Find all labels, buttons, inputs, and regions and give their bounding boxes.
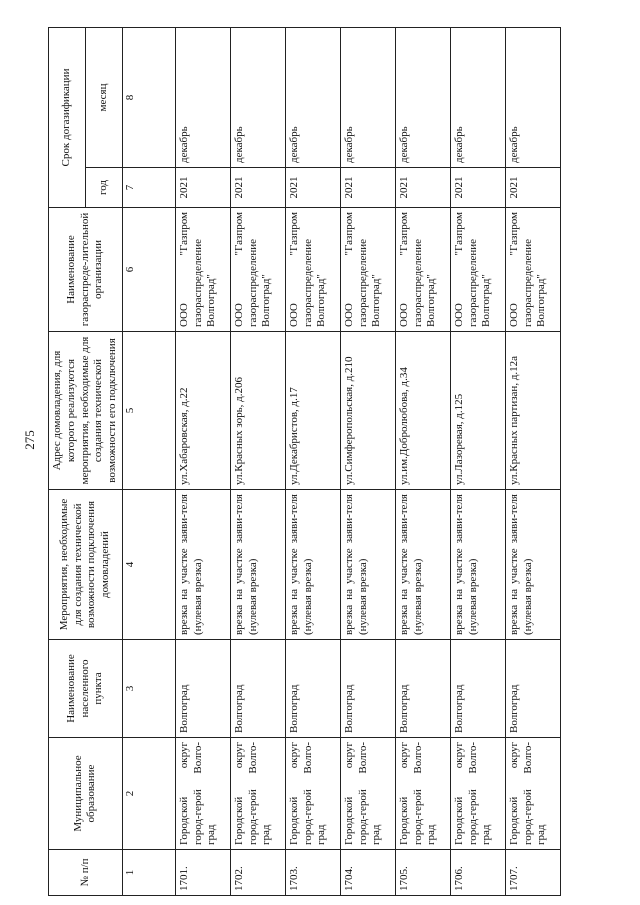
column-number: 1 xyxy=(122,850,175,896)
row-measures: врезка на участке заяви-теля (нулевая врезка) xyxy=(230,490,285,640)
row-number: 1705. xyxy=(395,850,450,896)
row-month: декабрь xyxy=(505,27,560,167)
row-measures: врезка на участке заяви-теля (нулевая врезка) xyxy=(450,490,505,640)
table-row xyxy=(450,27,505,895)
row-year: 2021 xyxy=(395,168,450,208)
row-number: 1702. xyxy=(230,850,285,896)
header-organization: Наименование газораспреде-лительной организации xyxy=(49,208,123,332)
header-month: месяц xyxy=(85,27,122,167)
column-number: 6 xyxy=(122,208,175,332)
table-row xyxy=(340,27,395,895)
row-measures: врезка на участке заяви-теля (нулевая врезка) xyxy=(395,490,450,640)
header-settlement: Наименование населенного пункта xyxy=(49,640,123,738)
row-month: декабрь xyxy=(230,27,285,167)
column-number-row xyxy=(122,27,175,895)
row-number: 1706. xyxy=(450,850,505,896)
row-municipality: Городской округ город-герой Волго-град xyxy=(340,738,395,850)
column-number: 3 xyxy=(122,640,175,738)
header-year: год xyxy=(85,168,122,208)
row-number: 1701. xyxy=(175,850,230,896)
row-organization: ООО "Газпром газораспределение Волгоград" xyxy=(285,208,340,332)
row-settlement: Волгоград xyxy=(175,640,230,738)
header-deadline: Срок догазификации xyxy=(49,27,86,207)
row-measures: врезка на участке заяви-теля (нулевая врезка) xyxy=(505,490,560,640)
row-settlement: Волгоград xyxy=(230,640,285,738)
row-month: декабрь xyxy=(340,27,395,167)
row-measures: врезка на участке заяви-теля (нулевая врезка) xyxy=(340,490,395,640)
row-year: 2021 xyxy=(340,168,395,208)
table-row xyxy=(230,27,285,895)
row-month: декабрь xyxy=(395,27,450,167)
row-municipality: Городской округ город-герой Волго-град xyxy=(175,738,230,850)
row-organization: ООО "Газпром газораспределение Волгоград" xyxy=(340,208,395,332)
document-page xyxy=(48,28,610,896)
row-settlement: Волгоград xyxy=(340,640,395,738)
row-address: ул.им.Добролюбова, д.34 xyxy=(395,332,450,490)
table-row xyxy=(395,27,450,895)
row-municipality: Городской округ город-герой Волго-град xyxy=(285,738,340,850)
column-number: 8 xyxy=(122,27,175,167)
row-municipality: Городской округ город-герой Волго-град xyxy=(505,738,560,850)
header-measures: Мероприятия, необходимые для создания технической возможности подключения домовладений xyxy=(49,490,123,640)
row-month: декабрь xyxy=(285,27,340,167)
row-year: 2021 xyxy=(175,168,230,208)
row-settlement: Волгоград xyxy=(285,640,340,738)
row-year: 2021 xyxy=(285,168,340,208)
row-address: ул.Лазоревая, д.125 xyxy=(450,332,505,490)
row-address: ул.Декабристов, д.17 xyxy=(285,332,340,490)
header-address: Адрес домовладения, для которого реализуются мероприятия, необходимые для создания технической возможности его подключения xyxy=(49,332,123,490)
column-number: 4 xyxy=(122,490,175,640)
row-number: 1703. xyxy=(285,850,340,896)
row-municipality: Городской округ город-герой Волго-град xyxy=(450,738,505,850)
row-municipality: Городской округ город-герой Волго-град xyxy=(395,738,450,850)
table-row xyxy=(505,27,560,895)
row-year: 2021 xyxy=(450,168,505,208)
row-address: ул.Симферопольская, д.210 xyxy=(340,332,395,490)
rotated-table-container xyxy=(48,28,610,896)
row-number: 1707. xyxy=(505,850,560,896)
row-year: 2021 xyxy=(230,168,285,208)
row-month: декабрь xyxy=(450,27,505,167)
row-organization: ООО "Газпром газораспределение Волгоград" xyxy=(450,208,505,332)
column-number: 7 xyxy=(122,168,175,208)
row-month: декабрь xyxy=(175,27,230,167)
row-settlement: Волгоград xyxy=(395,640,450,738)
header-number: № п/п xyxy=(49,850,123,896)
header-municipality: Муниципальное образование xyxy=(49,738,123,850)
row-address: ул.Хабаровская, д.22 xyxy=(175,332,230,490)
row-organization: ООО "Газпром газораспределение Волгоград" xyxy=(395,208,450,332)
table-row xyxy=(285,27,340,895)
table-row xyxy=(175,27,230,895)
row-organization: ООО "Газпром газораспределение Волгоград" xyxy=(175,208,230,332)
row-address: ул.Красных зорь, д.206 xyxy=(230,332,285,490)
column-number: 5 xyxy=(122,332,175,490)
column-number: 2 xyxy=(122,738,175,850)
row-address: ул.Красных партизан, д.12а xyxy=(505,332,560,490)
page-number: 275 xyxy=(22,430,37,450)
header-row xyxy=(49,27,86,895)
row-settlement: Волгоград xyxy=(505,640,560,738)
row-measures: врезка на участке заяви-теля (нулевая врезка) xyxy=(175,490,230,640)
row-organization: ООО "Газпром газораспределение Волгоград" xyxy=(505,208,560,332)
row-number: 1704. xyxy=(340,850,395,896)
row-year: 2021 xyxy=(505,168,560,208)
row-municipality: Городской округ город-герой Волго-град xyxy=(230,738,285,850)
row-settlement: Волгоград xyxy=(450,640,505,738)
row-measures: врезка на участке заяви-теля (нулевая врезка) xyxy=(285,490,340,640)
row-organization: ООО "Газпром газораспределение Волгоград" xyxy=(230,208,285,332)
gasification-table xyxy=(48,27,561,896)
